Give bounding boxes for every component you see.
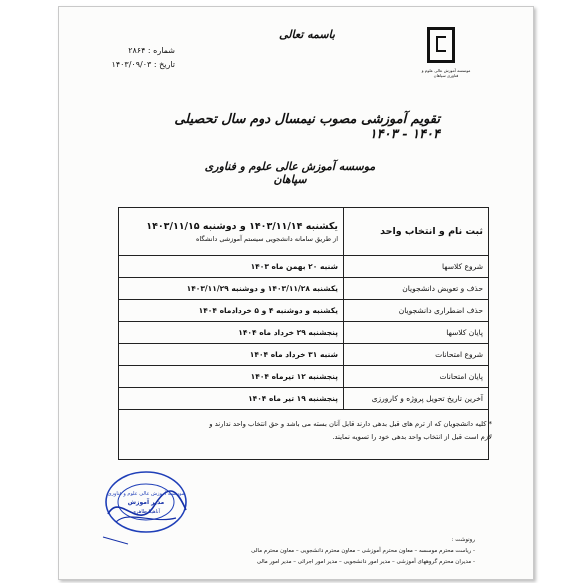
- date-cell: پنجشنبه ۲۹ خرداد ماه ۱۴۰۴: [119, 322, 344, 344]
- table-row: [119, 208, 489, 256]
- registration-note: از طریق سامانه دانشجویی سیستم آموزشی دانشگاه: [195, 234, 338, 243]
- event-cell: آخرین تاریخ تحویل پروژه و کارورزی: [344, 388, 489, 410]
- calendar-title: تقویم آموزشی مصوب نیمسال دوم سال تحصیلی ۱۴۰۴ - ۱۴۰۳: [174, 112, 440, 142]
- table-row: [119, 388, 489, 410]
- date-cell: شنبه ۲۰ بهمن ماه ۱۴۰۳: [119, 256, 344, 278]
- signature-underline: [116, 517, 176, 522]
- event-cell: پایان امتحانات: [344, 366, 489, 388]
- date-cell: پنجشنبه ۱۲ تیرماه ۱۴۰۴: [119, 366, 344, 388]
- seal-text-2: مدیر آموزش: [127, 499, 165, 506]
- letter-number: شماره : ۲۸۶۴: [128, 46, 175, 55]
- event-cell: حذف اضطراری دانشجویان: [344, 300, 489, 322]
- event-cell: شروع امتحانات: [344, 344, 489, 366]
- carbon-copy: [160, 535, 475, 568]
- institute-logo: [420, 24, 474, 86]
- seal-text-3: آناهیتا طاهری: [132, 509, 160, 515]
- registration-date: یکشنبه ۱۴۰۳/۱۱/۱۴ و دوشنبه ۱۴۰۳/۱۱/۱۵: [146, 220, 338, 232]
- cc-label: رونوشت :: [451, 537, 475, 543]
- institute-name: موسسه آموزش عالی علوم و فناوری سپاهان: [204, 160, 376, 186]
- table-row: [119, 300, 489, 322]
- date-cell: یکشنبه ۱۴۰۳/۱۱/۲۸ و دوشنبه ۱۴۰۳/۱۱/۲۹: [119, 278, 344, 300]
- letter-meta: [95, 44, 175, 72]
- logo-caption: موسسه آموزش عالی علوم و فناوری سپاهان: [421, 68, 471, 78]
- cc-line-1: - ریاست محترم موسسه – معاون محترم آموزشی – معاون محترم دانشجویی – معاون محترم مالی: [251, 548, 475, 554]
- besmeh-heading: باسمه تعالی: [279, 28, 335, 41]
- note-line-1: * کلیه دانشجویان که از ترم های قبل بدهی دارند قابل آنان بسته می باشد و حق انتخاب واحد ندارند و: [209, 420, 492, 428]
- event-cell: پایان کلاسها: [344, 322, 489, 344]
- cc-line-2: - مدیران محترم گروههای آموزشی – مدیر امور دانشجویی – مدیر امور اجرائی – مدیر امور مالی: [256, 559, 475, 565]
- date-cell: یکشنبه و دوشنبه ۴ و ۵ خردادماه ۱۴۰۴: [119, 300, 344, 322]
- table-row: [119, 344, 489, 366]
- logo-inner-mark: [436, 36, 446, 52]
- event-cell: ثبت نام و انتخاب واحد: [344, 208, 489, 256]
- date-cell: شنبه ۳۱ خرداد ماه ۱۴۰۴: [119, 344, 344, 366]
- table-row: [119, 322, 489, 344]
- table-row: [119, 256, 489, 278]
- seal-text-1: موسسه آموزش عالی علوم و فناوری: [107, 491, 185, 497]
- note-line-2: لازم است قبل از انتخاب واحد بدهی خود را تسویه نمایند.: [332, 433, 492, 441]
- letter-date: تاریخ : ۱۴۰۳/۰۹/۰۳: [111, 60, 175, 69]
- event-cell: شروع کلاسها: [344, 256, 489, 278]
- signature-tail: [103, 537, 128, 544]
- debt-note: [120, 418, 492, 444]
- event-cell: حذف و تعویض دانشجویان: [344, 278, 489, 300]
- table-row: [119, 278, 489, 300]
- date-cell: پنجشنبه ۱۹ تیر ماه ۱۴۰۴: [119, 388, 344, 410]
- date-cell: [119, 208, 344, 256]
- table-row: [119, 366, 489, 388]
